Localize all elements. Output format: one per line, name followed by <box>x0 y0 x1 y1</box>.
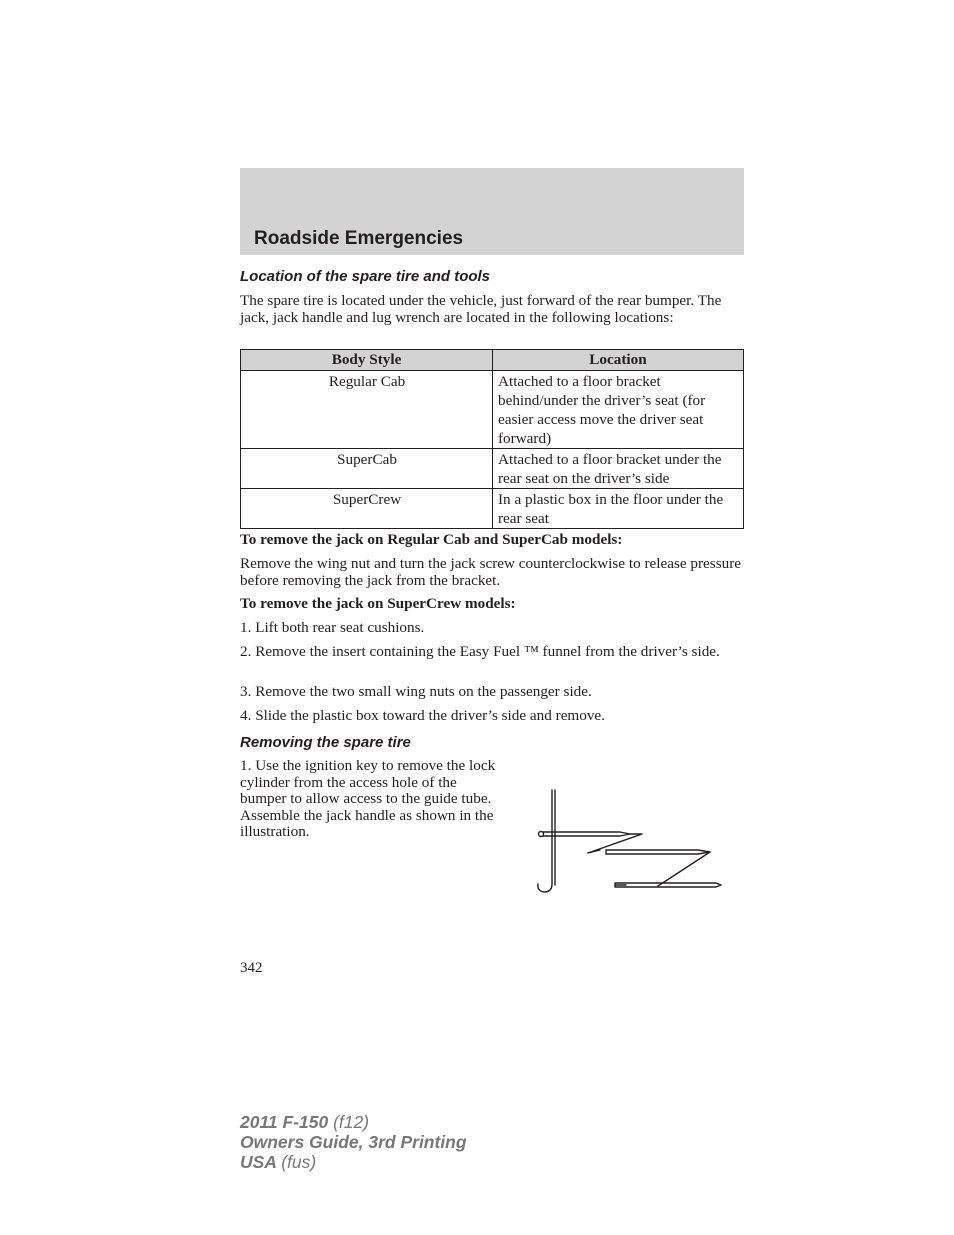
removing-spare-tire-heading: Removing the spare tire <box>240 734 411 751</box>
footer-region-code: (fus) <box>281 1152 317 1172</box>
table-row <box>241 371 744 449</box>
body-style-cell: SuperCab <box>241 449 493 489</box>
tool-location-table <box>240 349 744 529</box>
supercrew-step: 2. Remove the insert containing the Easy Fuel ™ funnel from the driver’s side. <box>240 643 720 660</box>
section-title: Roadside Emergencies <box>254 228 464 249</box>
supercrew-step: 1. Lift both rear seat cushions. <box>240 619 425 636</box>
jack-handle-illustration <box>530 786 730 898</box>
column-header-body-style: Body Style <box>241 350 493 371</box>
removing-spare-tire-step: 1. Use the ignition key to remove the lock cylinder from the access hole of the bumper to allow access to the guide tube. Assemble the jack handle as shown in the illustration. <box>240 757 496 840</box>
spare-tire-location-intro: The spare tire is located under the vehicle, just forward of the rear bumper. The jack, jack handle and lug wrench are located in the following locations: <box>240 292 722 326</box>
spare-tire-location-heading: Location of the spare tire and tools <box>240 268 491 285</box>
footer-model-code: (f12) <box>333 1112 370 1132</box>
regular-cab-text: Remove the wing nut and turn the jack screw counterclockwise to release pressure before removing the jack from the bracket. <box>240 555 742 589</box>
supercrew-heading: To remove the jack on SuperCrew models: <box>240 595 516 612</box>
page-number: 342 <box>240 960 263 976</box>
table-header-row <box>241 350 744 371</box>
table-row <box>241 489 744 529</box>
footer-model-line <box>240 1112 467 1132</box>
location-cell: Attached to a floor bracket under the rear seat on the driver’s side <box>493 449 744 489</box>
column-header-location: Location <box>493 350 744 371</box>
footer-region: USA <box>240 1152 277 1172</box>
body-style-cell: SuperCrew <box>241 489 493 529</box>
regular-cab-heading: To remove the jack on Regular Cab and SuperCab models: <box>240 531 623 548</box>
supercrew-step: 3. Remove the two small wing nuts on the passenger side. <box>240 683 592 700</box>
location-cell: Attached to a floor bracket behind/under the driver’s seat (for easier access move the driver seat forward) <box>493 371 744 449</box>
table-row <box>241 449 744 489</box>
footer-model: 2011 F-150 <box>240 1112 329 1132</box>
footer-guide: Owners Guide, 3rd Printing <box>240 1132 467 1152</box>
location-cell: In a plastic box in the floor under the rear seat <box>493 489 744 529</box>
document-footer <box>240 1112 467 1172</box>
supercrew-step: 4. Slide the plastic box toward the driver’s side and remove. <box>240 707 605 724</box>
body-style-cell: Regular Cab <box>241 371 493 449</box>
footer-region-line <box>240 1152 467 1172</box>
